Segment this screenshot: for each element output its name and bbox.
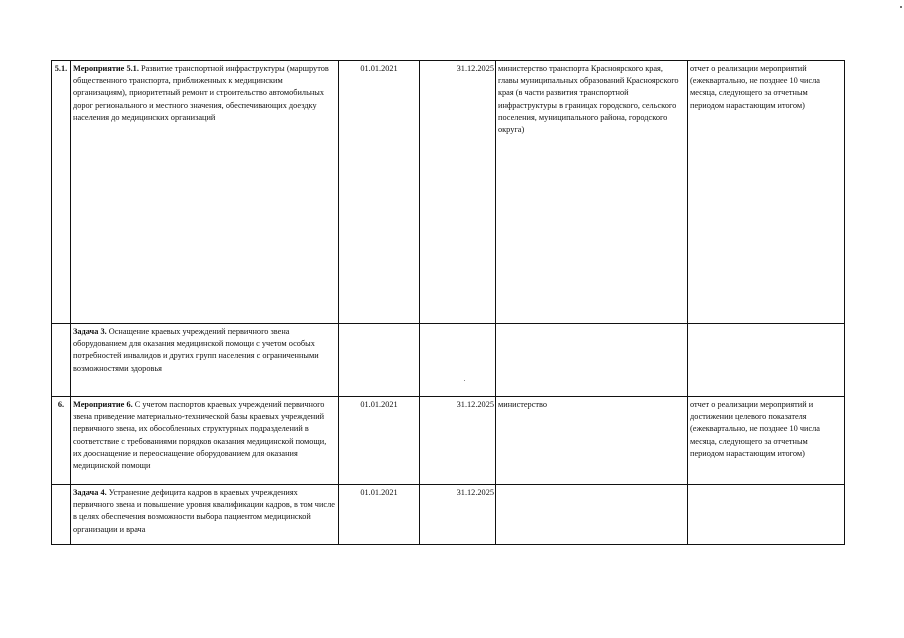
row-description	[71, 324, 339, 397]
responsible-cell: министерство транспорта Красноярского края, главы муниципальных образований Красноярского края (в части развития транспортной инфраструктуры в границах городского, сельского поселения, муниципального района, городского округа)	[496, 61, 688, 324]
row-number	[52, 485, 71, 545]
responsible-cell: министерство	[496, 397, 688, 485]
end-date: 31.12.2025	[420, 397, 496, 485]
end-date: 31.12.2025	[420, 61, 496, 324]
activities-table	[51, 60, 845, 545]
row-description	[71, 61, 339, 324]
row-text: Развитие транспортной инфраструктуры (маршрутов общественного транспорта, приближенных к медицинским организациям), приоритетный ремонт и строительство автомобильных дорог регионального и местного значения, обеспечивающих доездку населения до медицинских организаций	[73, 64, 329, 122]
row-label: Мероприятие 5.1.	[73, 64, 139, 73]
table-row	[52, 485, 845, 545]
end-date	[420, 324, 496, 397]
start-date: 01.01.2021	[339, 397, 420, 485]
table-row	[52, 61, 845, 324]
start-date: 01.01.2021	[339, 485, 420, 545]
scan-artifact-dot	[900, 6, 902, 8]
report-cell	[688, 485, 845, 545]
end-date: 31.12.2025	[420, 485, 496, 545]
row-label: Задача 3.	[73, 327, 107, 336]
row-text: Оснащение краевых учреждений первичного звена оборудованием для оказания медицинской помощи с учетом особых потребностей инвалидов и других групп населения с ограниченными возможностями здоровья	[73, 327, 319, 373]
report-cell: отчет о реализации мероприятий и достижении целевого показателя (ежеквартально, не позднее 10 числа месяца, следующего за отчетным периодом нарастающим итогом)	[688, 397, 845, 485]
row-text: Устранение дефицита кадров в краевых учреждениях первичного звена и повышение уровня квалификации кадров, в том числе в целях обеспечения возможности выбора пациентом медицинской организации и врача	[73, 488, 335, 534]
report-cell	[688, 324, 845, 397]
row-label: Задача 4.	[73, 488, 107, 497]
row-number: 5.1.	[52, 61, 71, 324]
row-number	[52, 324, 71, 397]
row-text: С учетом паспортов краевых учреждений первичного звена приведение материально-технической базы краевых учреждений первичного звена, их обособленных структурных подразделений в соответствие с требованиями порядков оказания медицинской помощи, их дооснащение и переоснащение оборудованием для оказания медицинской помощи	[73, 400, 327, 470]
responsible-cell	[496, 324, 688, 397]
table-row	[52, 397, 845, 485]
row-number: 6.	[52, 397, 71, 485]
start-date: 01.01.2021	[339, 61, 420, 324]
table-row	[52, 324, 845, 397]
row-label: Мероприятие 6.	[73, 400, 133, 409]
row-description	[71, 485, 339, 545]
report-cell: отчет о реализации мероприятий (ежеквартально, не позднее 10 числа месяца, следующего за отчетным периодом нарастающим итогом)	[688, 61, 845, 324]
start-date	[339, 324, 420, 397]
responsible-cell	[496, 485, 688, 545]
row-description	[71, 397, 339, 485]
